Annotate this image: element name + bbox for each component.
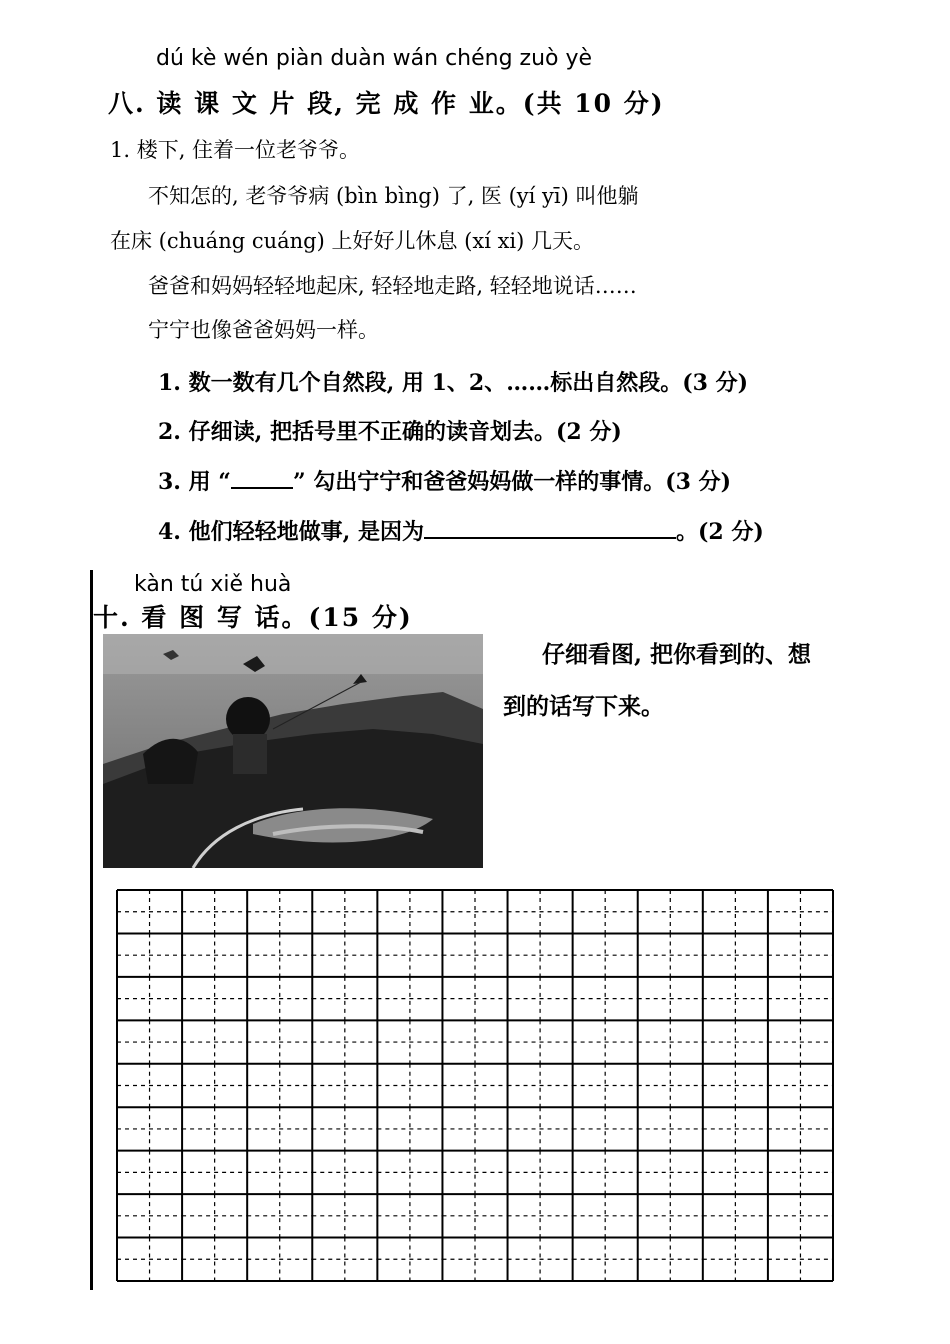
passage-line-4: 爸爸和妈妈轻轻地起床, 轻轻地走路, 轻轻地说话…… — [148, 274, 637, 298]
scene-picture — [103, 634, 483, 868]
section8-heading: 八. 读 课 文 片 段, 完 成 作 业。(共 10 分) — [108, 89, 665, 118]
answer-blank[interactable] — [424, 517, 676, 539]
task-4-suffix: 。(2 分) — [675, 519, 764, 545]
section10-pinyin: kàn tú xiě huà — [134, 572, 292, 597]
passage-line-5: 宁宁也像爸爸妈妈一样。 — [148, 318, 379, 342]
scene-picture-drawing — [103, 634, 483, 868]
task-3-suffix: ” 勾出宁宁和爸爸妈妈做一样的事情。(3 分) — [292, 469, 732, 495]
passage-line-3: 在床 (chuáng cuáng) 上好好儿休息 (xí xi) 几天。 — [110, 229, 595, 253]
section10-heading: 十. 看 图 写 话。(15 分) — [93, 603, 413, 632]
passage-line-1: 1. 楼下, 住着一位老爷爷。 — [110, 138, 361, 162]
margin-rule — [90, 570, 93, 1290]
task-1: 1. 数一数有几个自然段, 用 1、2、……标出自然段。(3 分) — [158, 370, 749, 396]
instruction-line-1: 仔细看图, 把你看到的、想 — [542, 641, 812, 668]
instruction-line-2: 到的话写下来。 — [503, 693, 664, 720]
task-4 — [158, 515, 764, 546]
underline-marker-blank — [231, 467, 293, 489]
section8-pinyin: dú kè wén piàn duàn wán chéng zuò yè — [156, 46, 593, 71]
task-3 — [158, 465, 731, 496]
passage-line-2: 不知怎的, 老爷爷病 (bìn bìng) 了, 医 (yí yī) 叫他躺 — [148, 184, 639, 208]
task-2: 2. 仔细读, 把括号里不正确的读音划去。(2 分) — [158, 419, 622, 445]
task-4-prefix: 4. 他们轻轻地做事, 是因为 — [158, 519, 424, 545]
task-3-prefix: 3. 用 “ — [158, 469, 231, 495]
writing-grid[interactable] — [115, 888, 835, 1287]
writing-grid-lines — [115, 888, 835, 1283]
